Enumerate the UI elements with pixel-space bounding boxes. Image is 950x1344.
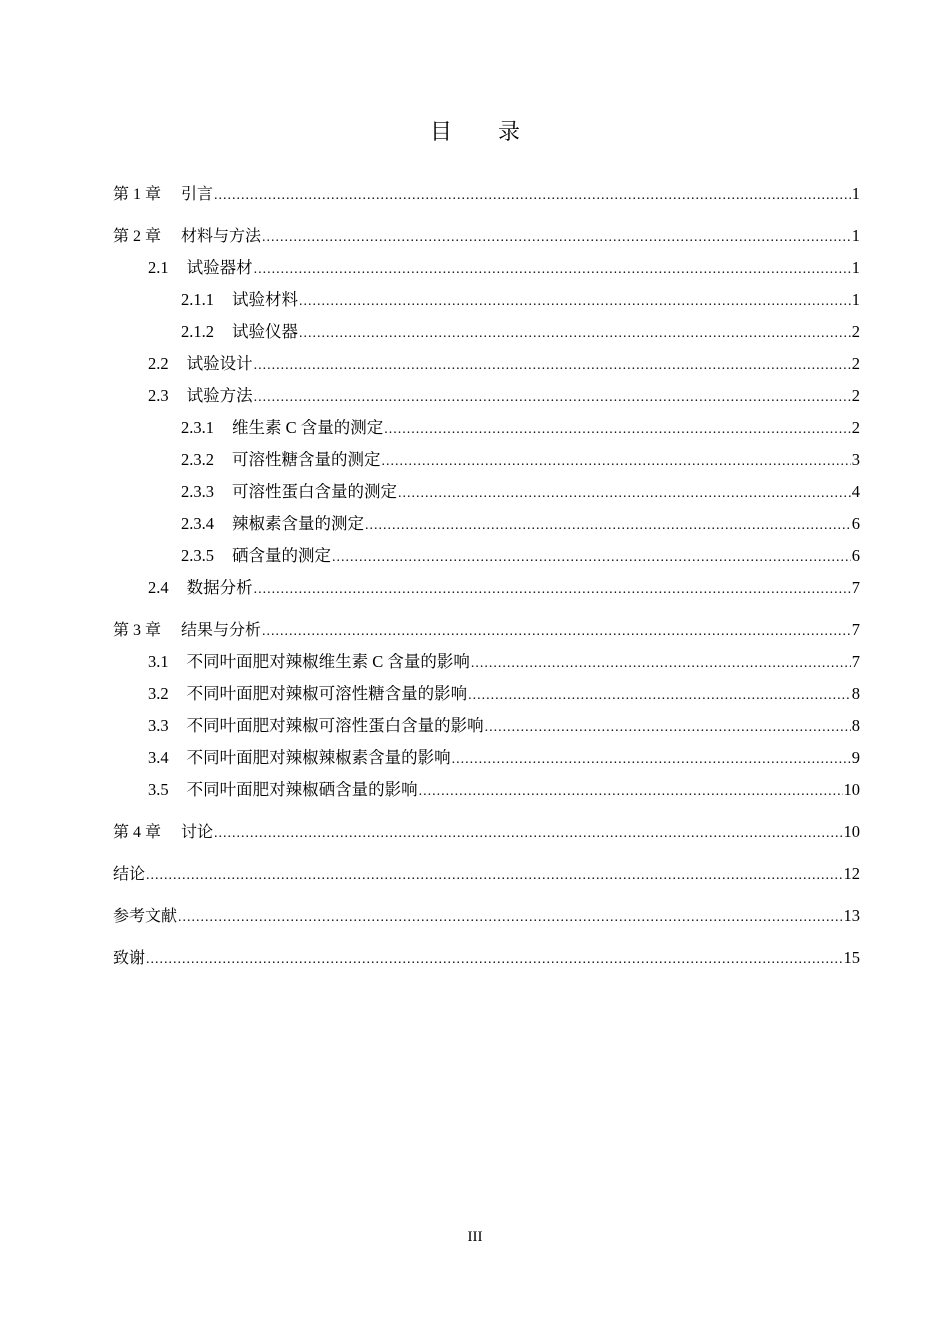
toc-entry-number: 2.3.2 <box>181 450 214 469</box>
toc-leader-dots <box>146 860 842 892</box>
toc-entry-title: 结果与分析 <box>181 620 262 639</box>
toc-leader-dots <box>468 680 851 712</box>
toc-entry-title: 可溶性糖含量的测定 <box>232 450 381 469</box>
toc-entry-title: 试验仪器 <box>232 322 298 341</box>
toc-entry[interactable] <box>113 178 860 210</box>
toc-entry[interactable] <box>113 572 860 604</box>
toc-leader-dots <box>419 776 843 808</box>
toc-entry[interactable] <box>113 678 860 710</box>
title-char-1: 目 <box>429 120 452 145</box>
toc-leader-dots <box>178 902 842 934</box>
toc-leader-dots <box>214 818 842 850</box>
toc-entry-page: 15 <box>843 948 860 967</box>
toc-entry[interactable] <box>113 774 860 806</box>
toc-entry[interactable] <box>113 540 860 572</box>
toc-entry-title: 结论 <box>113 864 146 883</box>
toc-entry-title: 试验材料 <box>232 290 298 309</box>
toc-entry-page: 10 <box>843 780 860 799</box>
toc-entry-page: 8 <box>851 684 860 703</box>
toc-entry-number: 2.3.3 <box>181 482 214 501</box>
toc-entry[interactable] <box>113 444 860 476</box>
toc-entry-title: 试验器材 <box>186 258 253 277</box>
toc-entry-page: 9 <box>851 748 860 767</box>
toc-entry-number: 2.1.1 <box>181 290 214 309</box>
toc-entry-title: 讨论 <box>181 822 214 841</box>
toc-entry[interactable] <box>113 646 860 678</box>
toc-entry-number: 3.5 <box>148 780 169 799</box>
toc-entry[interactable] <box>113 252 860 284</box>
toc-leader-dots <box>452 744 851 776</box>
toc-entry-title: 维生素 C 含量的测定 <box>232 418 384 437</box>
toc-entry-page: 7 <box>851 620 860 639</box>
toc-entry-number: 3.1 <box>148 652 169 671</box>
toc-leader-dots <box>365 510 851 542</box>
toc-entry[interactable] <box>113 348 860 380</box>
toc-entry-page: 2 <box>851 418 860 437</box>
toc-leader-dots <box>262 616 851 648</box>
toc-entry-page: 2 <box>851 354 860 373</box>
toc-entry-title: 引言 <box>181 184 214 203</box>
toc-entry-number: 第 1 章 <box>113 186 162 203</box>
toc-entry[interactable] <box>113 284 860 316</box>
toc-entry-number: 第 4 章 <box>113 824 162 841</box>
toc-leader-dots <box>398 478 851 510</box>
toc-entry-number: 3.3 <box>148 716 169 735</box>
toc-entry-number: 2.3.1 <box>181 418 214 437</box>
toc-entry-title: 试验方法 <box>186 386 253 405</box>
toc-leader-dots <box>384 414 850 446</box>
toc-entry-title: 试验设计 <box>186 354 253 373</box>
toc-entry-number: 第 2 章 <box>113 228 162 245</box>
toc-entry[interactable] <box>113 614 860 646</box>
toc-entry[interactable] <box>113 220 860 252</box>
toc-leader-dots <box>214 180 851 212</box>
toc-entry-number: 2.1.2 <box>181 322 214 341</box>
toc-entry-title: 不同叶面肥对辣椒辣椒素含量的影响 <box>186 748 451 767</box>
toc-entry-number: 第 3 章 <box>113 622 162 639</box>
toc-leader-dots <box>485 712 851 744</box>
toc-entry-title: 不同叶面肥对辣椒可溶性糖含量的影响 <box>186 684 468 703</box>
toc-entry-number: 2.4 <box>148 578 169 597</box>
toc-entry-page: 7 <box>851 652 860 671</box>
toc-entry-title: 不同叶面肥对辣椒维生素 C 含量的影响 <box>186 652 470 671</box>
toc-entry[interactable] <box>113 380 860 412</box>
toc-entry-page: 2 <box>851 322 860 341</box>
toc-entry[interactable] <box>113 476 860 508</box>
toc-entry-page: 7 <box>851 578 860 597</box>
toc-entry-title: 致谢 <box>113 948 146 967</box>
toc-entry-title: 硒含量的测定 <box>232 546 331 565</box>
toc-entry-title: 不同叶面肥对辣椒硒含量的影响 <box>186 780 418 799</box>
toc-entry-page: 8 <box>851 716 860 735</box>
toc-entry-page: 2 <box>851 386 860 405</box>
toc-entry-number: 2.1 <box>148 258 169 277</box>
toc-entry-page: 6 <box>851 546 860 565</box>
toc-entry-title: 可溶性蛋白含量的测定 <box>232 482 397 501</box>
title-char-2: 录 <box>498 120 521 145</box>
toc-entry[interactable] <box>113 316 860 348</box>
toc-entry-page: 1 <box>851 290 860 309</box>
toc-entry[interactable] <box>113 900 860 932</box>
toc-leader-dots <box>254 350 851 382</box>
toc-entry-page: 4 <box>851 482 860 501</box>
toc-entry-title: 辣椒素含量的测定 <box>232 514 364 533</box>
toc-entry-page: 1 <box>851 184 860 203</box>
toc-entry[interactable] <box>113 942 860 974</box>
toc-entry-number: 2.2 <box>148 354 169 373</box>
toc-entry[interactable] <box>113 508 860 540</box>
toc-entry-page: 10 <box>843 822 860 841</box>
toc-entry-page: 1 <box>851 226 860 245</box>
toc-entry-number: 3.2 <box>148 684 169 703</box>
toc-entry[interactable] <box>113 412 860 444</box>
toc-entry-page: 13 <box>843 906 860 925</box>
toc-entry-title: 不同叶面肥对辣椒可溶性蛋白含量的影响 <box>186 716 484 735</box>
page-title <box>0 115 950 146</box>
toc-leader-dots <box>146 944 842 976</box>
toc-leader-dots <box>299 318 851 350</box>
toc-leader-dots <box>299 286 851 318</box>
toc-entry-page: 3 <box>851 450 860 469</box>
toc-leader-dots <box>254 254 851 286</box>
toc-entry-title: 材料与方法 <box>181 226 262 245</box>
toc-entry-number: 3.4 <box>148 748 169 767</box>
toc-entry-title: 参考文献 <box>113 906 178 925</box>
table-of-contents <box>113 178 860 974</box>
toc-entry[interactable] <box>113 710 860 742</box>
toc-entry[interactable] <box>113 858 860 890</box>
toc-entry-title: 数据分析 <box>186 578 253 597</box>
toc-entry[interactable] <box>113 742 860 774</box>
toc-entry-number: 2.3.4 <box>181 514 214 533</box>
page-number: III <box>467 1229 483 1245</box>
toc-leader-dots <box>382 446 851 478</box>
toc-leader-dots <box>471 648 851 680</box>
toc-leader-dots <box>332 542 851 574</box>
toc-leader-dots <box>254 382 851 414</box>
toc-entry-number: 2.3 <box>148 386 169 405</box>
toc-entry[interactable] <box>113 816 860 848</box>
toc-entry-page: 1 <box>851 258 860 277</box>
toc-entry-page: 12 <box>843 864 860 883</box>
toc-leader-dots <box>262 222 851 254</box>
toc-entry-number: 2.3.5 <box>181 546 214 565</box>
toc-entry-page: 6 <box>851 514 860 533</box>
toc-leader-dots <box>254 574 851 606</box>
